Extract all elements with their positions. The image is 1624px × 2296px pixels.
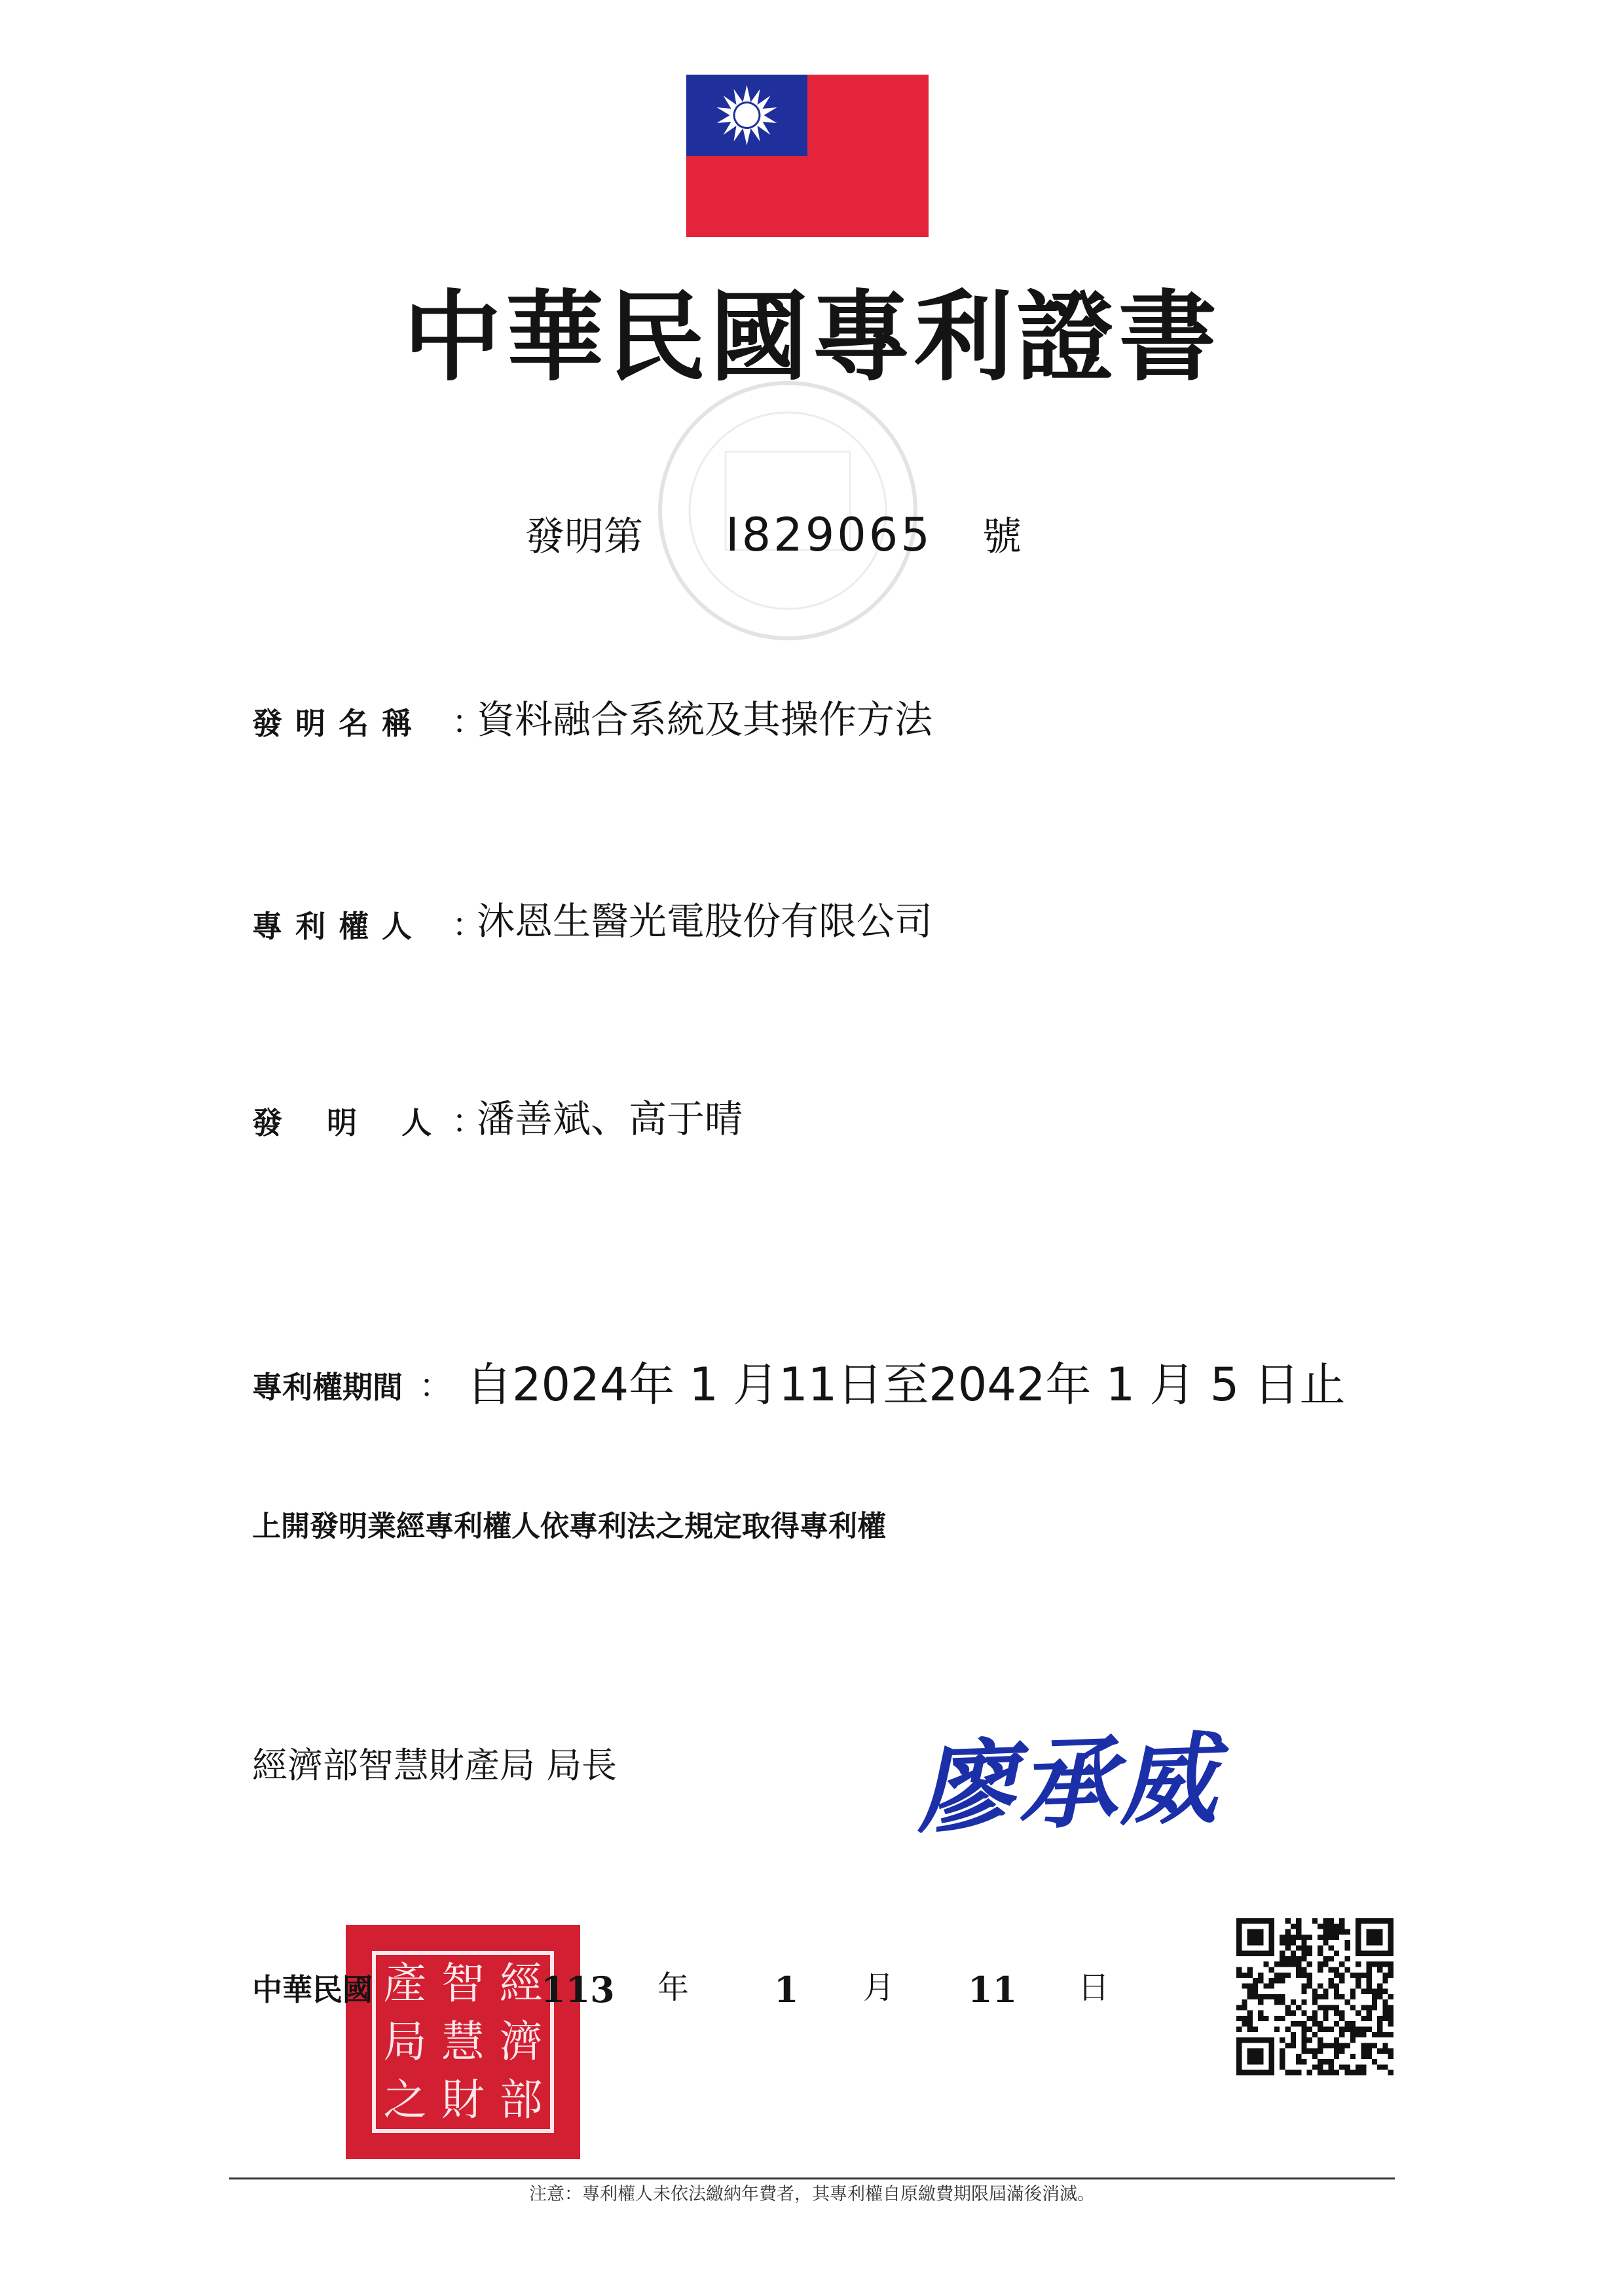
patentee-label: 專 利 權 人 bbox=[252, 909, 414, 944]
patent-term-value: 自2024年 1 月11日至2042年 1 月 5 日止 bbox=[466, 1358, 1346, 1412]
seal-char: 慧 bbox=[441, 2016, 485, 2067]
seal-char: 部 bbox=[499, 2074, 543, 2125]
inventors-colon: ： bbox=[452, 1102, 485, 1140]
qr-code bbox=[1236, 1918, 1393, 2075]
patent-term-label: 專利權期間 bbox=[252, 1370, 403, 1405]
seal-characters bbox=[372, 1951, 554, 2133]
director-signature: 廖承威 bbox=[915, 1721, 1221, 1848]
footer-note: 注意：專利權人未依法繳納年費者，其專利權自原繳費期限屆滿後消滅。 bbox=[529, 2184, 1095, 2204]
issue-date-month-unit: 月 bbox=[863, 1969, 895, 2006]
national-flag bbox=[686, 75, 929, 237]
issue-date-day: 11 bbox=[968, 1969, 1018, 2011]
issuer-title: 經濟部智慧財產局 局長 bbox=[252, 1745, 618, 1786]
seal-char: 之 bbox=[383, 2074, 427, 2125]
issue-date-day-unit: 日 bbox=[1078, 1969, 1110, 2006]
invention-name-colon: ： bbox=[452, 703, 485, 741]
seal-char: 財 bbox=[441, 2074, 485, 2125]
invention-name-label: 發 明 名 稱 bbox=[252, 706, 414, 741]
issue-date-year: 113 bbox=[541, 1969, 615, 2011]
seal-char: 產 bbox=[383, 1958, 427, 2009]
official-red-seal bbox=[346, 1925, 580, 2159]
certificate-number: I829065 bbox=[726, 508, 932, 562]
certificate-title: 中華民國專利證書 bbox=[403, 280, 1221, 395]
footer-divider bbox=[229, 2178, 1395, 2179]
inventors-label: 發 明 人 bbox=[252, 1105, 434, 1140]
seal-char: 智 bbox=[441, 1958, 485, 2009]
seal-char: 經 bbox=[499, 1958, 543, 2009]
patent-term-colon: ： bbox=[419, 1367, 452, 1405]
certificate-number-prefix: 發明第 bbox=[525, 514, 643, 560]
issue-date-era: 中華民國 bbox=[252, 1972, 373, 2007]
patentee-colon: ： bbox=[452, 906, 485, 944]
patentee-value: 沐恩生醫光電股份有限公司 bbox=[477, 899, 933, 943]
certificate-number-suffix: 號 bbox=[982, 514, 1022, 560]
issue-date-month: 1 bbox=[774, 1969, 799, 2011]
grant-statement: 上開發明業經專利權人依專利法之規定取得專利權 bbox=[252, 1510, 886, 1543]
seal-char: 濟 bbox=[499, 2016, 543, 2067]
seal-char: 局 bbox=[383, 2016, 427, 2067]
issue-date-year-unit: 年 bbox=[657, 1969, 690, 2006]
inventors-value: 潘善斌、高于晴 bbox=[477, 1097, 743, 1141]
invention-name-value: 資料融合系統及其操作方法 bbox=[477, 697, 933, 742]
